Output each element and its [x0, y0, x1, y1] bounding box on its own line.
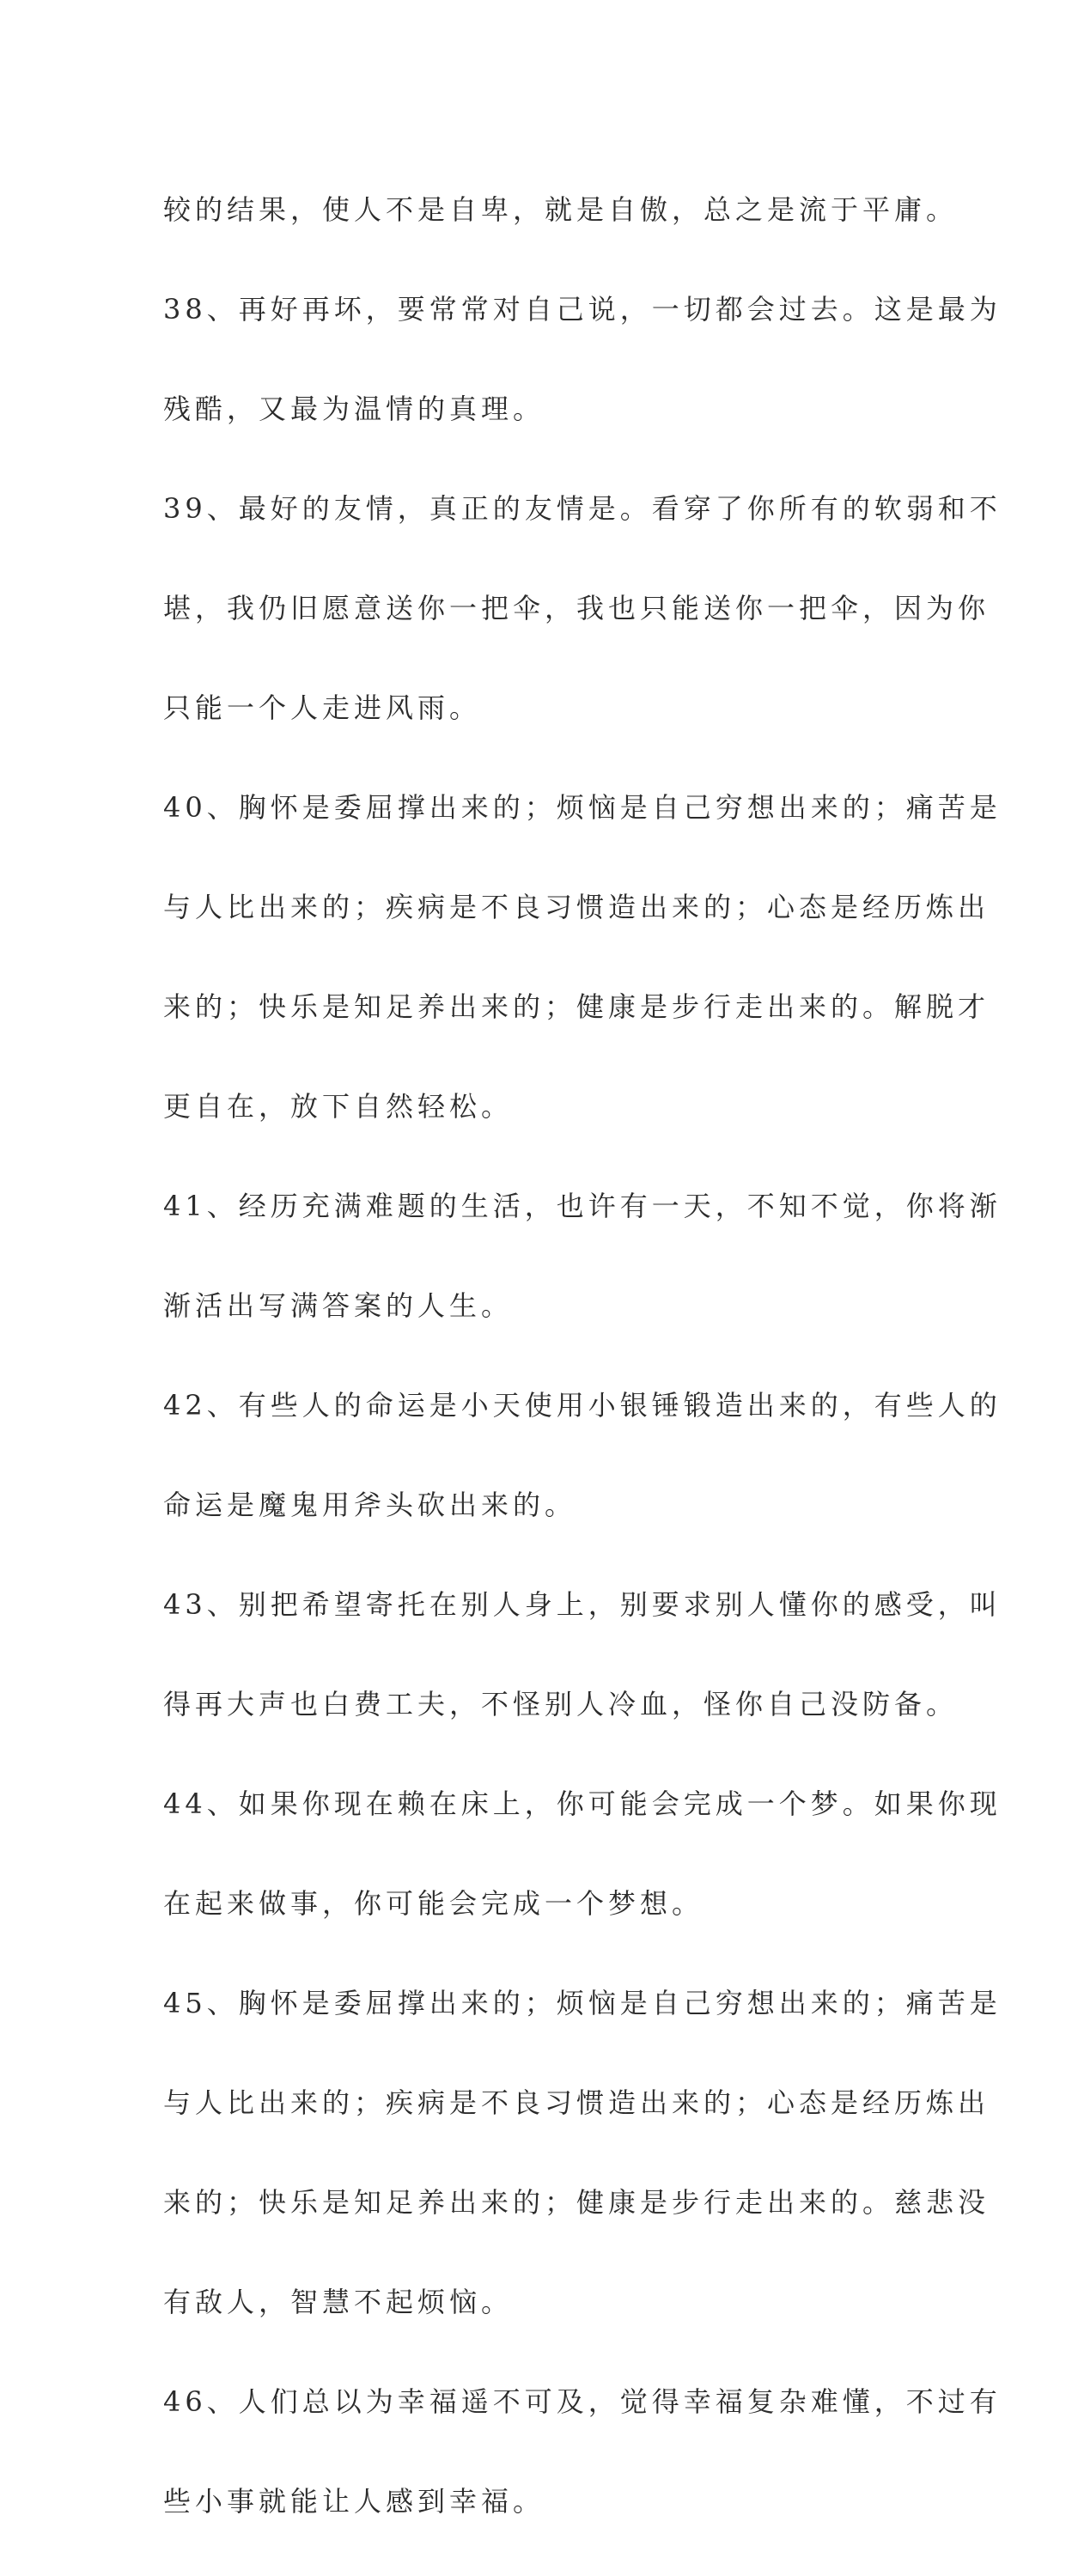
text-line: 43、别把希望寄托在别人身上，别要求别人懂你的感受，叫	[163, 1588, 1002, 1621]
text-line: 38、再好再坏，要常常对自己说，一切都会过去。这是最为	[163, 293, 1002, 326]
text-line: 得再大声也白费工夫，不怪别人冷血，怪你自己没防备。	[163, 1688, 959, 1720]
text-line: 更自在，放下自然轻松。	[163, 1090, 514, 1123]
text-line: 与人比出来的；疾病是不良习惯造出来的；心态是经历炼出	[163, 2086, 990, 2119]
text-line: 与人比出来的；疾病是不良习惯造出来的；心态是经历炼出	[163, 891, 990, 923]
text-line: 有敌人，智慧不起烦恼。	[163, 2286, 514, 2318]
text-line: 命运是魔鬼用斧头砍出来的。	[163, 1489, 577, 1521]
text-line: 45、胸怀是委屈撑出来的；烦恼是自己穷想出来的；痛苦是	[163, 1987, 1002, 2019]
text-line: 在起来做事，你可能会完成一个梦想。	[163, 1887, 704, 1920]
text-line: 残酷，又最为温情的真理。	[163, 393, 545, 425]
text-line: 42、有些人的命运是小天使用小银锤锻造出来的，有些人的	[163, 1389, 1002, 1422]
text-line: 41、经历充满难题的生活，也许有一天，不知不觉，你将渐	[163, 1190, 1002, 1222]
text-line: 渐活出写满答案的人生。	[163, 1289, 514, 1322]
text-line: 较的结果，使人不是自卑，就是自傲，总之是流于平庸。	[163, 193, 959, 226]
text-line: 39、最好的友情，真正的友情是。看穿了你所有的软弱和不	[163, 492, 1002, 525]
text-line: 来的；快乐是知足养出来的；健康是步行走出来的。解脱才	[163, 990, 990, 1023]
text-line: 40、胸怀是委屈撑出来的；烦恼是自己穷想出来的；痛苦是	[163, 791, 1002, 824]
text-line: 46、人们总以为幸福遥不可及，觉得幸福复杂难懂，不过有	[163, 2385, 1002, 2418]
text-line: 只能一个人走进风雨。	[163, 691, 482, 724]
document-body	[163, 135, 1002, 2576]
text-line: 些小事就能让人感到幸福。	[163, 2485, 545, 2518]
text-line: 堪，我仍旧愿意送你一把伞，我也只能送你一把伞，因为你	[163, 592, 990, 624]
text-line: 44、如果你现在赖在床上，你可能会完成一个梦。如果你现	[163, 1787, 1002, 1820]
text-line: 来的；快乐是知足养出来的；健康是步行走出来的。慈悲没	[163, 2186, 990, 2219]
